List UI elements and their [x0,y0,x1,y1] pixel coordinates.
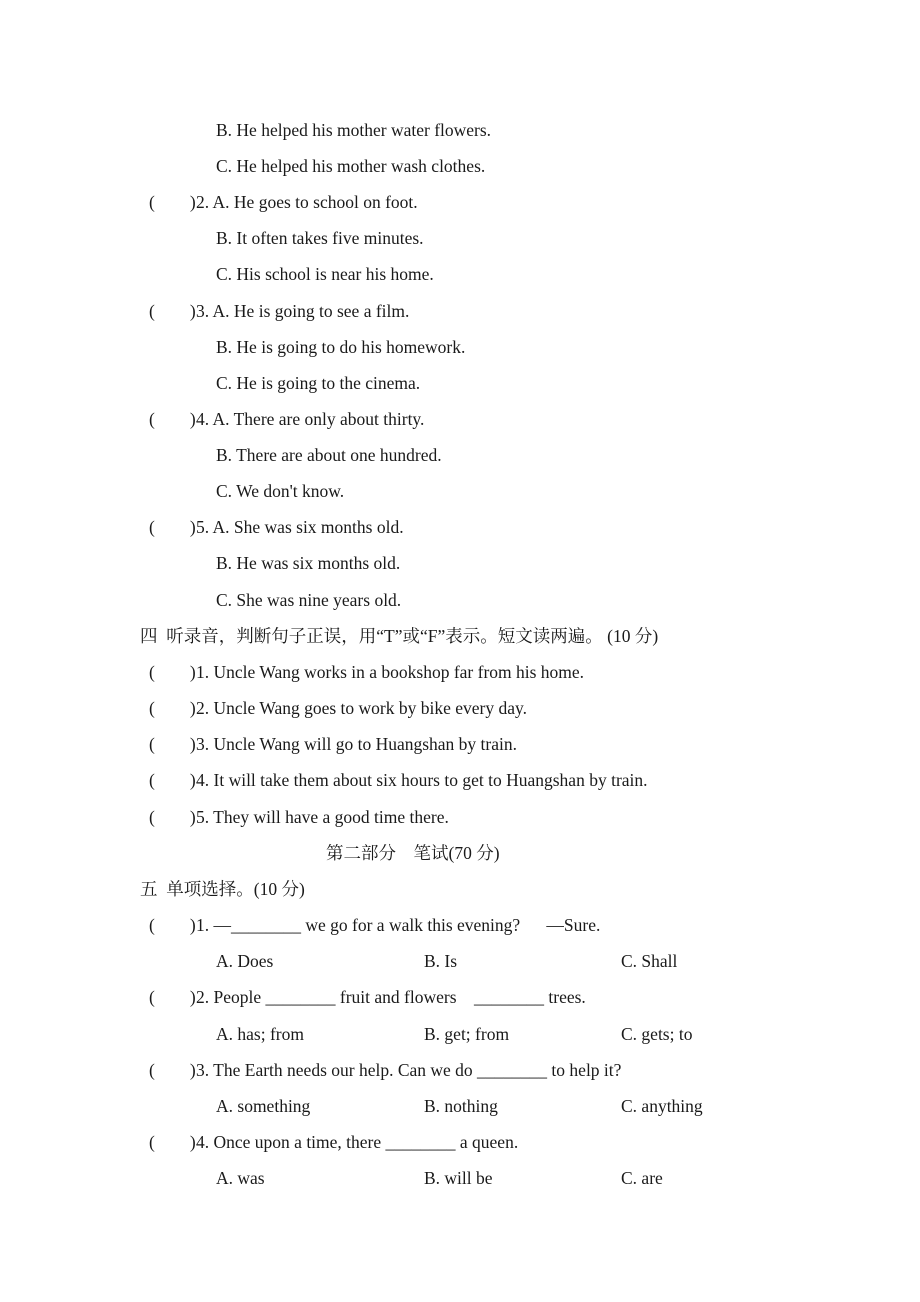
answer-blank[interactable]: ( ) [149,807,196,827]
q5-option-c: C. She was nine years old. [216,590,402,610]
answer-blank[interactable]: ( ) [149,698,196,718]
tf-statement: 3. Uncle Wang will go to Huangshan by train. [196,734,517,754]
mc-question: 4. Once upon a time, there ________ a queen. [196,1132,519,1152]
answer-blank[interactable]: ( ) [149,301,196,321]
part2-title: 第二部分 笔试(70 分) [326,843,500,863]
answer-blank[interactable]: ( ) [149,1060,196,1080]
choice-b: B. nothing [424,1096,498,1116]
choice-c: C. gets; to [621,1024,693,1044]
mc-question: 1. —________ we go for a walk this evening? —Sure. [196,915,601,935]
tf-statement: 4. It will take them about six hours to get to Huangshan by train. [196,770,648,790]
q1-option-b: B. He helped his mother water flowers. [216,120,492,140]
choice-b: B. will be [424,1168,493,1188]
choice-c: C. anything [621,1096,703,1116]
q2-option-a: 2. A. He goes to school on foot. [196,192,418,212]
choice-a: A. was [216,1168,265,1188]
q5-option-b: B. He was six months old. [216,553,401,573]
answer-blank[interactable]: ( ) [149,409,196,429]
answer-blank[interactable]: ( ) [149,192,196,212]
tf-statement: 1. Uncle Wang works in a bookshop far from his home. [196,662,585,682]
q2-option-c: C. His school is near his home. [216,264,434,284]
answer-blank[interactable]: ( ) [149,1132,196,1152]
mc-question: 3. The Earth needs our help. Can we do ________ to help it? [196,1060,622,1080]
q2-option-b: B. It often takes five minutes. [216,228,424,248]
q3-option-c: C. He is going to the cinema. [216,373,421,393]
q3-option-b: B. He is going to do his homework. [216,337,466,357]
tf-statement: 2. Uncle Wang goes to work by bike every day. [196,698,528,718]
answer-blank[interactable]: ( ) [149,915,196,935]
section4-heading: 四 听录音，判断句子正误，用“T”或“F”表示。短文读两遍。 (10 分) [140,626,659,646]
choice-a: A. has; from [216,1024,304,1044]
choice-a: A. Does [216,951,274,971]
answer-blank[interactable]: ( ) [149,662,196,682]
answer-blank[interactable]: ( ) [149,987,196,1007]
q1-option-c: C. He helped his mother wash clothes. [216,156,486,176]
tf-statement: 5. They will have a good time there. [196,807,449,827]
choice-c: C. are [621,1168,663,1188]
q4-option-a: 4. A. There are only about thirty. [196,409,425,429]
choice-a: A. something [216,1096,311,1116]
choice-b: B. Is [424,951,458,971]
answer-blank[interactable]: ( ) [149,517,196,537]
section5-heading: 五 单项选择。(10 分) [140,879,305,899]
mc-question: 2. People ________ fruit and flowers ________ trees. [196,987,586,1007]
q5-option-a: 5. A. She was six months old. [196,517,404,537]
q3-option-a: 3. A. He is going to see a film. [196,301,410,321]
q4-option-b: B. There are about one hundred. [216,445,442,465]
choice-c: C. Shall [621,951,678,971]
answer-blank[interactable]: ( ) [149,770,196,790]
choice-b: B. get; from [424,1024,510,1044]
q4-option-c: C. We don't know. [216,481,345,501]
answer-blank[interactable]: ( ) [149,734,196,754]
